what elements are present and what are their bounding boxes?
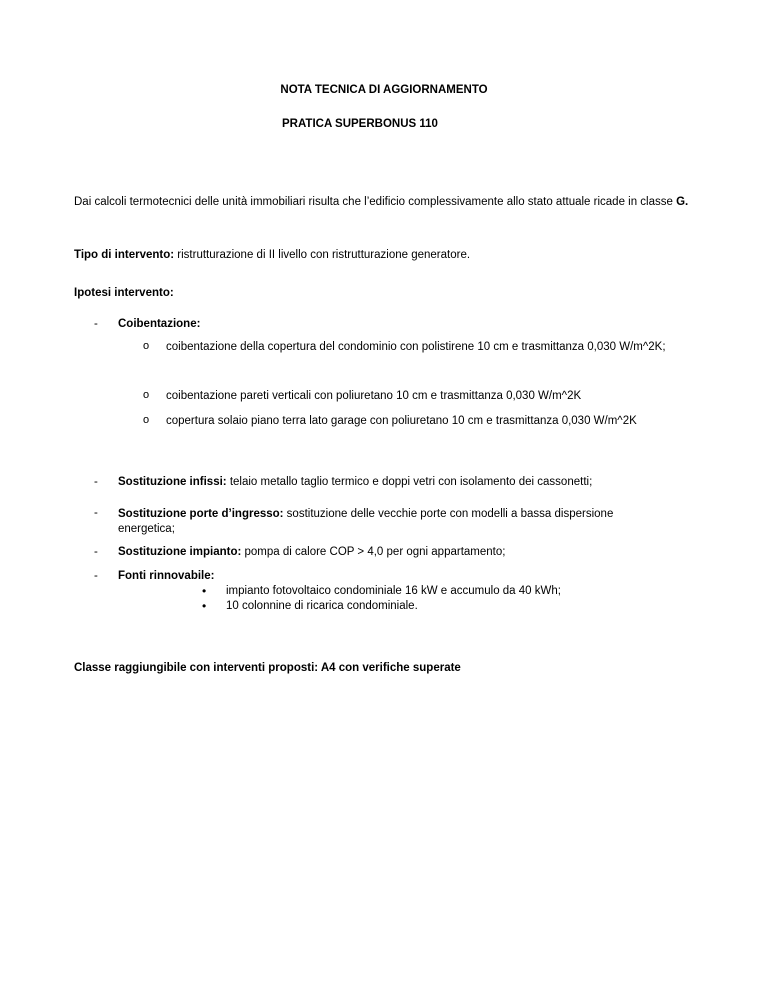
sub-item-pareti: coibentazione pareti verticali con poliuretano 10 cm e trasmittanza 0,030 W/m^2K <box>166 390 582 402</box>
bullet-fotovoltaico: impianto fotovoltaico condominiale 16 kW e accumulo da 40 kWh; <box>226 585 561 597</box>
coibentazione-label: Coibentazione: <box>118 318 201 330</box>
porte-value: sostituzione delle vecchie porte con modelli a bassa dispersione energetica; <box>118 508 614 535</box>
sub-marker: o <box>143 340 150 352</box>
document-subtitle: PRATICA SUPERBONUS 110 <box>282 118 438 130</box>
infissi-value: telaio metallo taglio termico e doppi vetri con isolamento dei cassonetti; <box>226 476 593 488</box>
impianto-value: pompa di calore COP > 4,0 per ogni appartamento; <box>241 546 506 558</box>
bullet-colonnine: 10 colonnine di ricarica condominiale. <box>226 600 418 612</box>
tipo-intervento-line <box>74 249 470 261</box>
ipotesi-heading <box>74 287 174 299</box>
tipo-value: ristrutturazione di II livello con ristrutturazione generatore. <box>174 249 471 261</box>
sub-marker: o <box>143 414 150 426</box>
intro-paragraph <box>74 189 694 216</box>
sub-item-solaio: copertura solaio piano terra lato garage con poliuretano 10 cm e trasmittanza 0,030 W/m^2K <box>166 415 637 427</box>
dash-marker: - <box>94 546 98 558</box>
dash-marker: - <box>94 570 98 582</box>
dash-marker: - <box>94 507 98 519</box>
bullet-marker: • <box>202 599 207 613</box>
infissi-label: Sostituzione infissi: <box>118 476 227 488</box>
bullet-marker: • <box>202 584 207 598</box>
document-title: NOTA TECNICA DI AGGIORNAMENTO <box>280 84 488 96</box>
fonti-label: Fonti rinnovabile: <box>118 570 215 582</box>
infissi-line <box>118 476 592 488</box>
dash-marker: - <box>94 318 98 330</box>
porte-label: Sostituzione porte d’ingresso: <box>118 508 284 520</box>
impianto-label: Sostituzione impianto: <box>118 546 242 558</box>
tipo-label: Tipo di intervento: <box>74 249 175 261</box>
sub-item-copertura: coibentazione della copertura del condominio con polistirene 10 cm e trasmittanza 0,030 W/m^2K; <box>166 341 666 353</box>
ipotesi-label: Ipotesi intervento: <box>74 287 174 299</box>
conclusion-text: Classe raggiungibile con interventi proposti: A4 con verifiche superate <box>74 662 461 674</box>
dash-marker: - <box>94 476 98 488</box>
sub-marker: o <box>143 389 150 401</box>
impianto-line <box>118 546 505 558</box>
porte-line <box>118 507 668 537</box>
conclusion <box>74 662 461 674</box>
intro-text: Dai calcoli termotecnici delle unità immobiliari risulta che l’edificio complessivamente allo stato attuale ricade in classe <box>74 196 677 208</box>
intro-class-value: G. <box>676 196 689 208</box>
